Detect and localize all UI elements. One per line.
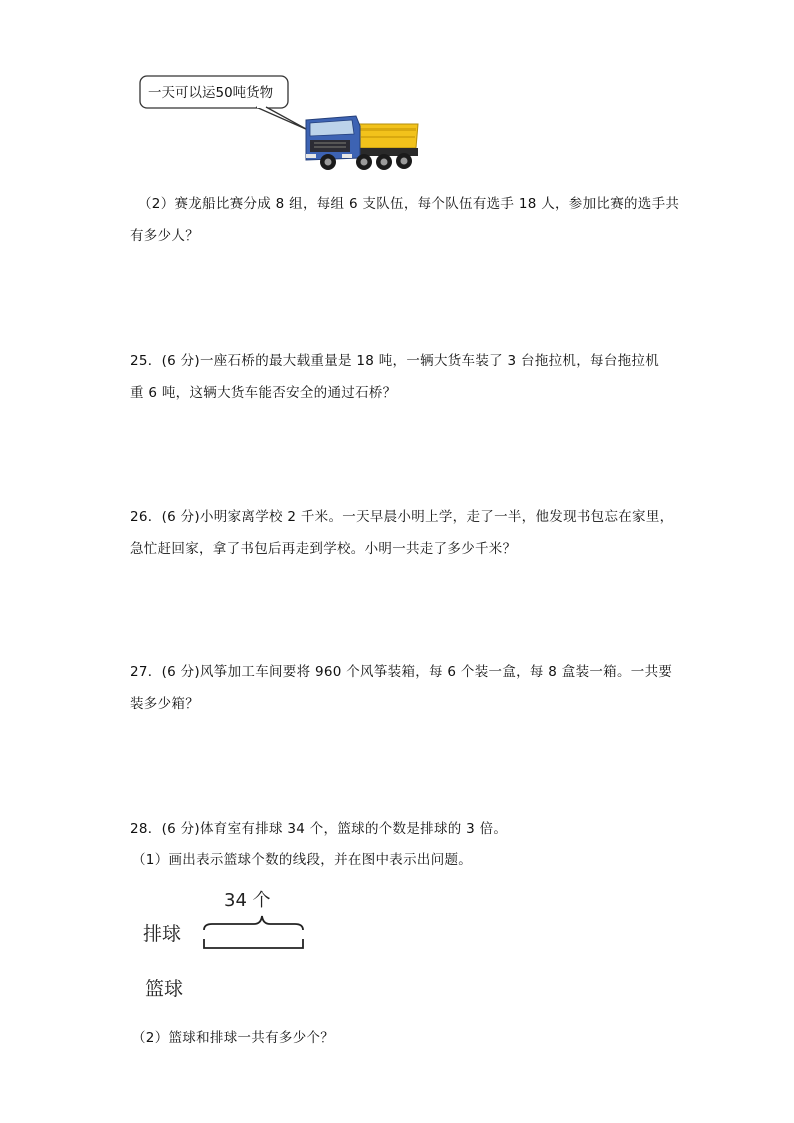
q24-part2-line1: （2）赛龙船比赛分成 8 组，每组 6 支队伍，每个队伍有选手 18 人，参加比赛的选手共 — [138, 196, 680, 212]
q28-part1: （1）画出表示篮球个数的线段，并在图中表示出问题。 — [132, 852, 473, 868]
volleyball-segment — [204, 939, 303, 948]
q27-line1: 27．(6 分)风筝加工车间要将 960 个风筝装箱，每 6 个装一盒，每 8 盒装一箱。一共要 — [130, 664, 673, 680]
speech-bubble — [140, 76, 308, 130]
q25-line1: 25．(6 分)一座石桥的最大载重量是 18 吨，一辆大货车装了 3 台拖拉机，每台拖拉机 — [130, 353, 660, 369]
q26-line1: 26．(6 分)小明家离学校 2 千米。一天早晨小明上学，走了一半，他发现书包忘在家里， — [130, 509, 674, 525]
volleyball-label: 排球 — [143, 923, 182, 945]
truck-illustration — [138, 68, 423, 175]
volleyball-brace — [204, 916, 303, 930]
segment-diagram — [140, 882, 340, 1007]
q24-part2-line2: 有多少人？ — [130, 228, 199, 244]
dump-truck — [306, 116, 418, 170]
q28-part2: （2）篮球和排球一共有多少个？ — [132, 1030, 335, 1046]
q27-line2: 装多少箱？ — [130, 696, 199, 712]
basketball-label: 篮球 — [145, 978, 184, 1000]
q28-line1: 28．(6 分)体育室有排球 34 个，篮球的个数是排球的 3 倍。 — [130, 821, 508, 837]
speech-bubble-text: 一天可以运50吨货物 — [148, 85, 274, 101]
segment-count-label: 34 个 — [224, 890, 271, 911]
q25-line2: 重 6 吨，这辆大货车能否安全的通过石桥？ — [130, 385, 397, 401]
q26-line2: 急忙赶回家，拿了书包后再走到学校。小明一共走了多少千米？ — [130, 541, 517, 557]
